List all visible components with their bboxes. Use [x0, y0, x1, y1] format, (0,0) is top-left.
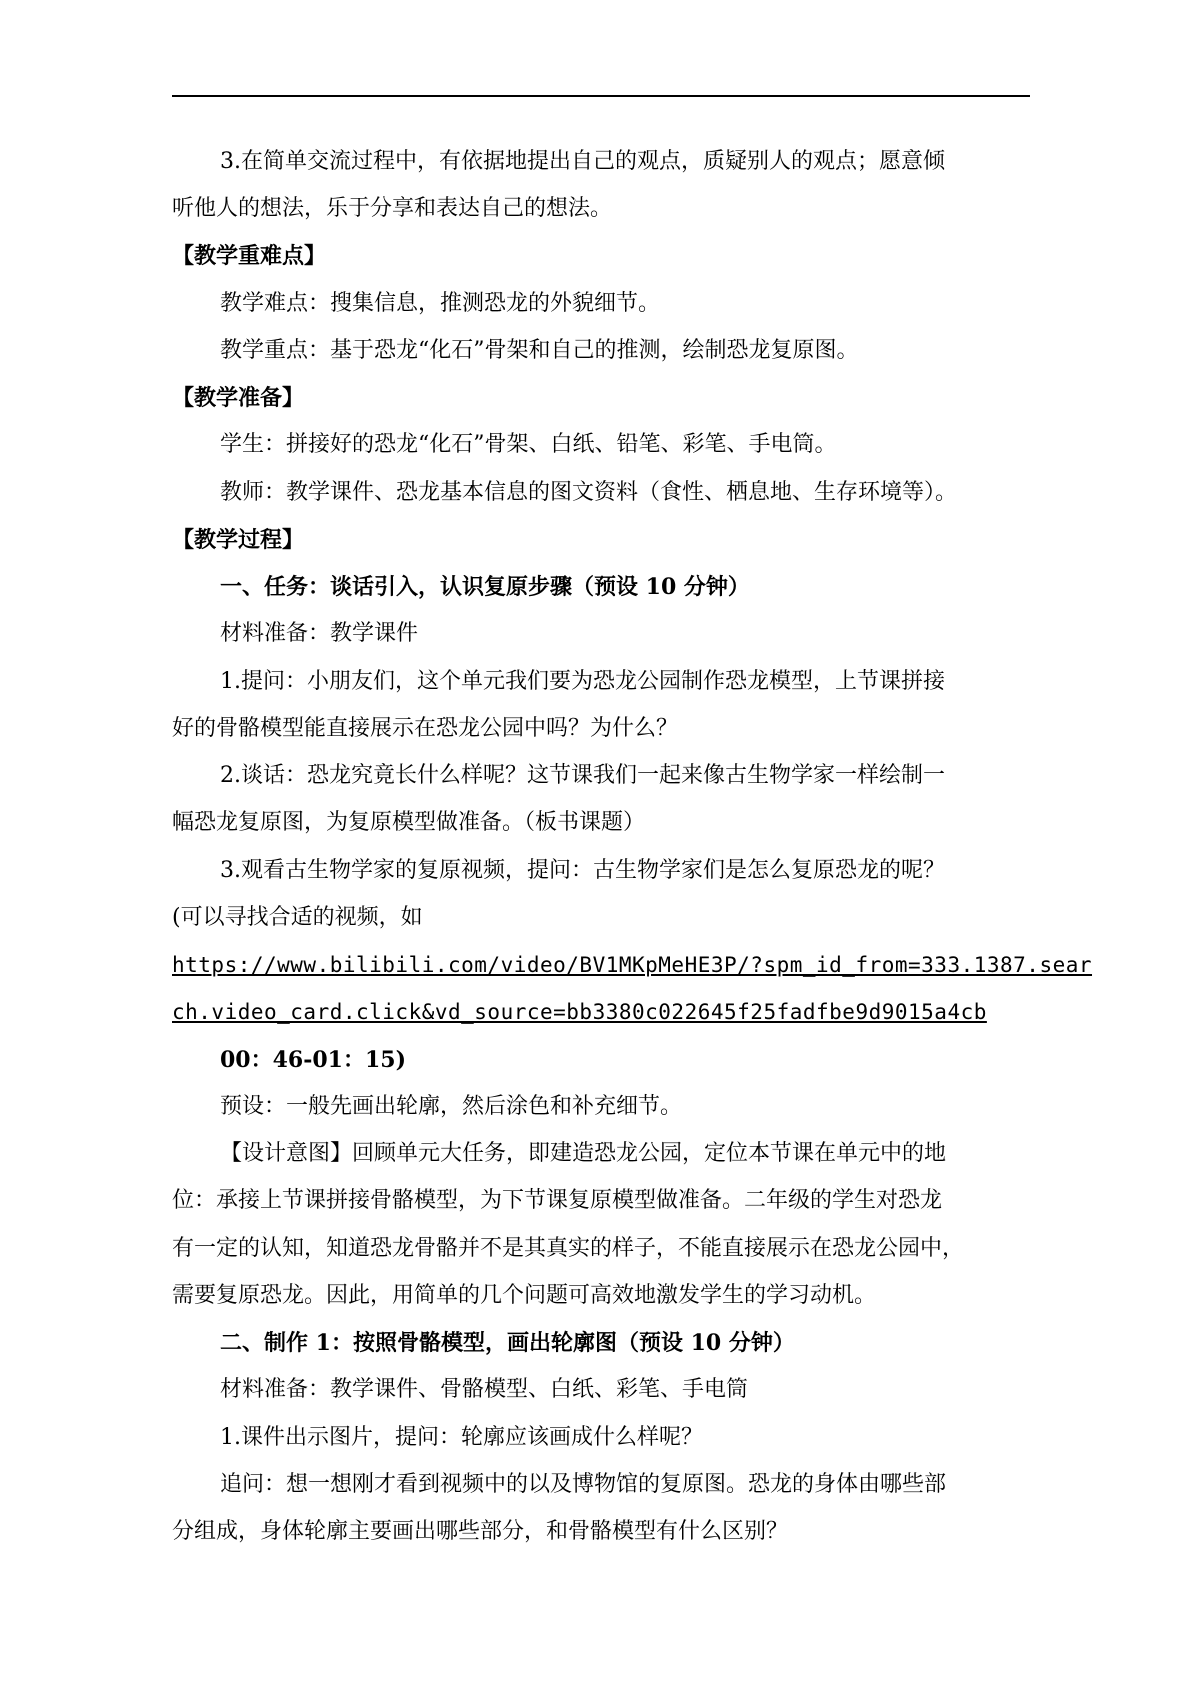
section-heading-process: 【教学过程】	[172, 527, 305, 553]
task-1-heading: 一、任务：谈话引入，认识复原步骤（预设 10 分钟）	[220, 574, 750, 600]
objective-3-line-2: 听他人的想法，乐于分享和表达自己的想法。	[172, 196, 613, 221]
preset-answer: 预设：一般先画出轮廓，然后涂色和补充细节。	[220, 1094, 683, 1119]
video-link-part-1[interactable]: https://www.bilibili.com/video/BV1MKpMeHE3P/?spm_id_from=333.1387.sear	[172, 953, 1093, 977]
section-heading-key-points: 【教学重难点】	[172, 243, 327, 269]
difficulty-text: 教学难点：搜集信息，推测恐龙的外貌细节。	[220, 291, 661, 316]
task-2-step-1: 1.课件出示图片，提问：轮廓应该画成什么样呢？	[220, 1425, 703, 1450]
video-link-part-2[interactable]: ch.video_card.click&vd_source=bb3380c022645f25fadfbe9d9015a4cb	[172, 1000, 987, 1024]
key-point-text: 教学重点：基于恐龙“化石”骨架和自己的推测，绘制恐龙复原图。	[220, 338, 859, 363]
student-materials: 学生：拼接好的恐龙“化石”骨架、白纸、铅笔、彩笔、手电筒。	[220, 432, 837, 457]
task-2-heading: 二、制作 1：按照骨骼模型，画出轮廓图（预设 10 分钟）	[220, 1330, 795, 1356]
step-1-line-1: 1.提问：小朋友们，这个单元我们要为恐龙公园制作恐龙模型，上节课拼接	[220, 669, 945, 694]
header-rule	[172, 95, 1030, 97]
design-intent-line-1: 【设计意图】回顾单元大任务，即建造恐龙公园，定位本节课在单元中的地	[220, 1141, 947, 1166]
section-heading-preparation: 【教学准备】	[172, 385, 305, 411]
design-intent-line-4: 需要复原恐龙。因此，用简单的几个问题可高效地激发学生的学习动机。	[172, 1283, 877, 1308]
teacher-materials: 教师：教学课件、恐龙基本信息的图文资料（食性、栖息地、生存环境等）。	[220, 480, 958, 505]
step-3-line-1: 3.观看古生物学家的复原视频，提问：古生物学家们是怎么复原恐龙的呢？	[220, 858, 945, 883]
objective-3-line-1: 3.在简单交流过程中，有依据地提出自己的观点，质疑别人的观点；愿意倾	[220, 149, 945, 174]
step-3-line-2: (可以寻找合适的视频，如	[172, 905, 423, 930]
step-1-line-2: 好的骨骼模型能直接展示在恐龙公园中吗？为什么？	[172, 716, 679, 741]
design-intent-line-2: 位：承接上节课拼接骨骼模型，为下节课复原模型做准备。二年级的学生对恐龙	[172, 1188, 943, 1213]
video-timecode: 00：46-01：15)	[220, 1047, 407, 1073]
task-1-materials: 材料准备：教学课件	[220, 621, 419, 646]
design-intent-line-3: 有一定的认知，知道恐龙骨骼并不是其真实的样子，不能直接展示在恐龙公园中，	[172, 1236, 965, 1261]
step-2-line-1: 2.谈话：恐龙究竟长什么样呢？这节课我们一起来像古生物学家一样绘制一	[220, 763, 945, 788]
follow-up-line-2: 分组成，身体轮廓主要画出哪些部分，和骨骼模型有什么区别？	[172, 1519, 789, 1544]
follow-up-line-1: 追问：想一想刚才看到视频中的以及博物馆的复原图。恐龙的身体由哪些部	[220, 1472, 947, 1497]
task-2-materials: 材料准备：教学课件、骨骼模型、白纸、彩笔、手电筒	[220, 1377, 749, 1402]
step-2-line-2: 幅恐龙复原图，为复原模型做准备。（板书课题）	[172, 810, 646, 835]
